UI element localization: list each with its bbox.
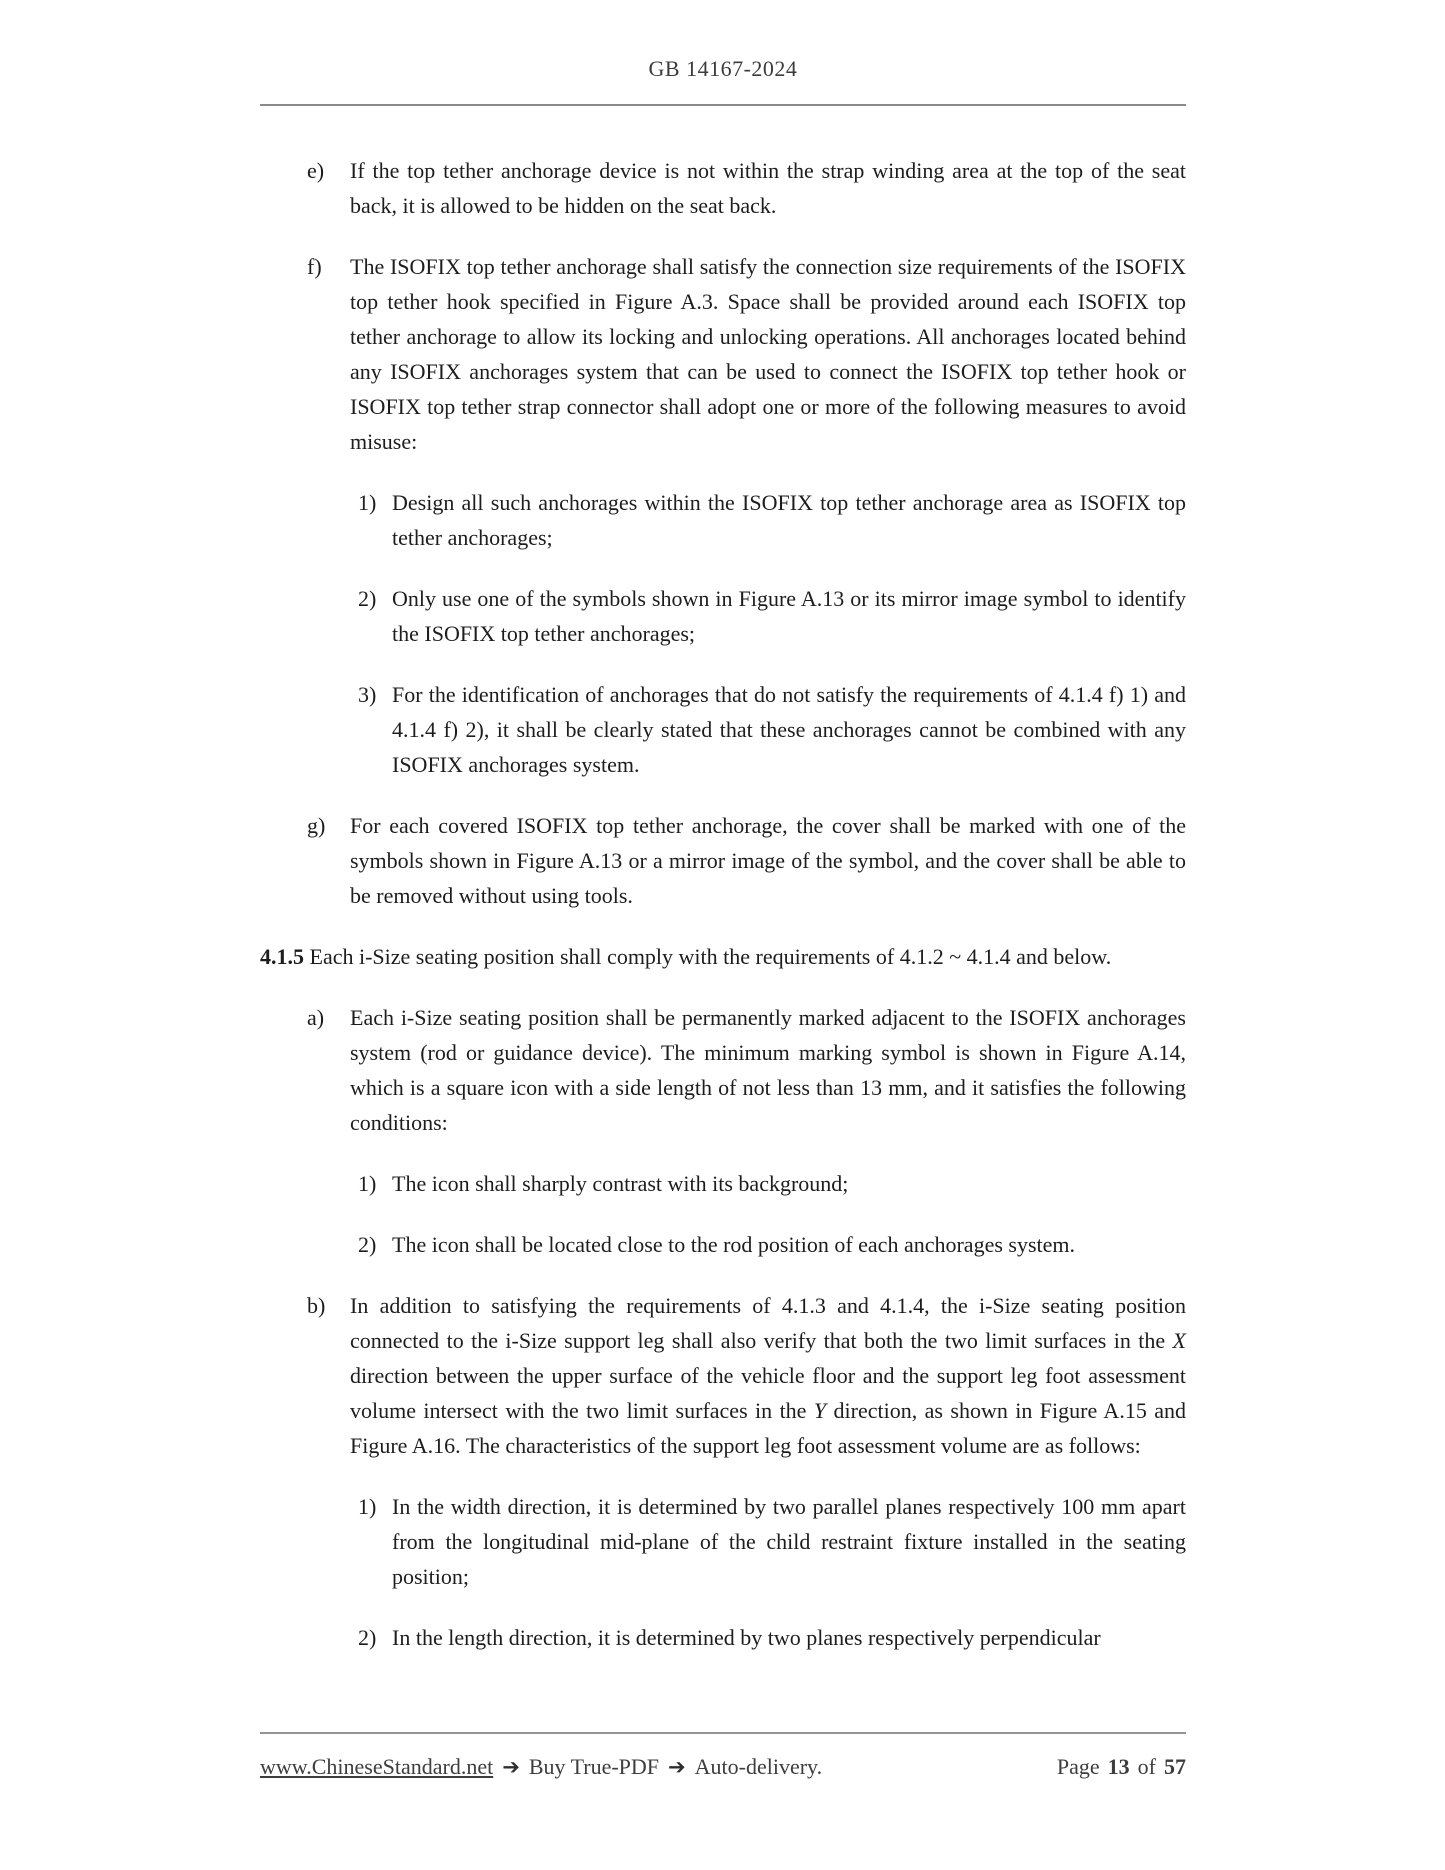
list-item-text: In the width direction, it is determined by two parallel planes respectively 100 mm apart from the longitudinal mid-plane of the child restraint fixture installed in the seating position;	[392, 1494, 1186, 1589]
list-item-f3	[260, 677, 1186, 782]
list-item-f2	[260, 581, 1186, 651]
list-item-text: For each covered ISOFIX top tether anchorage, the cover shall be marked with one of the symbols shown in Figure A.13 or a mirror image of the symbol, and the cover shall be able to be removed without using tools.	[350, 813, 1186, 908]
footer-source-line	[260, 1752, 822, 1782]
footer	[260, 1752, 1186, 1782]
list-item-label: f)	[307, 254, 322, 279]
list-item-label: 1)	[358, 490, 377, 515]
footer-buy-text: Buy True-PDF	[528, 1754, 660, 1779]
list-item-f	[260, 249, 1186, 459]
list-item-a1	[260, 1166, 1186, 1201]
page-total: 57	[1164, 1754, 1186, 1779]
of-word: of	[1137, 1754, 1156, 1779]
list-item-b	[260, 1288, 1186, 1463]
italic-x-variable: X	[1172, 1328, 1186, 1353]
list-item-b1	[260, 1489, 1186, 1594]
list-item-label: b)	[307, 1293, 326, 1318]
list-item-a2	[260, 1227, 1186, 1262]
list-item-a	[260, 1000, 1186, 1140]
arrow-icon: ➔	[502, 1755, 520, 1779]
footer-page-indicator	[1057, 1752, 1186, 1782]
list-item-text: Each i-Size seating position shall be permanently marked adjacent to the ISOFIX anchorages system (rod or guidance device). The minimum marking symbol is shown in Figure A.14, which is a square icon with a side length of not less than 13 mm, and it satisfies the following conditions:	[350, 1005, 1186, 1135]
footer-rule	[260, 1732, 1186, 1734]
page-number: 13	[1107, 1754, 1130, 1779]
list-item-text: If the top tether anchorage device is not within the strap winding area at the top of the seat back, it is allowed to be hidden on the seat back.	[350, 158, 1186, 218]
page-word: Page	[1056, 1754, 1100, 1779]
list-item-text: Design all such anchorages within the ISOFIX top tether anchorage area as ISOFIX top tether anchorages;	[392, 490, 1186, 550]
list-item-g	[260, 808, 1186, 913]
list-item-text: The icon shall sharply contrast with its background;	[392, 1171, 849, 1196]
text-segment: direction, as shown in Figure A.15 and Figure A.16. The characteristics of the support leg foot assessment volume are as follows:	[350, 1398, 1186, 1458]
list-item-text	[350, 1288, 1186, 1463]
arrow-icon: ➔	[668, 1755, 686, 1779]
section-text: Each i-Size seating position shall comply with the requirements of 4.1.2 ~ 4.1.4 and below.	[304, 944, 1112, 969]
header-doc-number: GB 14167-2024	[648, 56, 798, 81]
list-item-label: 2)	[358, 1232, 377, 1257]
list-item-label: 2)	[358, 586, 377, 611]
list-item-f1	[260, 485, 1186, 555]
text-segment: direction between the upper surface of the vehicle floor and the support leg foot assessment volume intersect with the two limit surfaces in the	[350, 1363, 1186, 1423]
list-item-label: 1)	[358, 1494, 377, 1519]
list-item-text: In the length direction, it is determined by two planes respectively perpendicular	[392, 1625, 1101, 1650]
list-item-label: 1)	[358, 1171, 377, 1196]
list-item-label: e)	[307, 158, 325, 183]
list-item-text: The ISOFIX top tether anchorage shall satisfy the connection size requirements of the ISOFIX top tether hook specified in Figure A.3. Space shall be provided around each ISOFIX top tether anchorage to allow its locking and unlocking operations. All anchorages located behind any ISOFIX anchorages system that can be used to connect the ISOFIX top tether hook or ISOFIX top tether strap connector shall adopt one or more of the following measures to avoid misuse:	[350, 254, 1186, 454]
footer-delivery-text: Auto-delivery.	[694, 1754, 823, 1779]
section-4-1-5	[260, 939, 1186, 974]
text-segment: In addition to satisfying the requirements of 4.1.3 and 4.1.4, the i-Size seating position connected to the i-Size support leg shall also verify that both the two limit surfaces in the	[350, 1293, 1186, 1353]
list-item-label: 3)	[358, 682, 377, 707]
list-item-label: g)	[307, 813, 326, 838]
list-item-e	[260, 153, 1186, 223]
list-item-b2	[260, 1620, 1186, 1655]
document-body	[260, 153, 1186, 1681]
italic-y-variable: Y	[813, 1398, 827, 1423]
list-item-label: 2)	[358, 1625, 377, 1650]
section-number: 4.1.5	[260, 944, 304, 969]
list-item-text: The icon shall be located close to the rod position of each anchorages system.	[392, 1232, 1076, 1257]
list-item-label: a)	[307, 1005, 325, 1030]
footer-website-link[interactable]: www.ChineseStandard.net	[260, 1754, 494, 1779]
list-item-text: Only use one of the symbols shown in Figure A.13 or its mirror image symbol to identify the ISOFIX top tether anchorages;	[392, 586, 1186, 646]
list-item-text: For the identification of anchorages that do not satisfy the requirements of 4.1.4 f) 1) and 4.1.4 f) 2), it shall be clearly stated that these anchorages cannot be combined with any ISOFIX anchorages system.	[392, 682, 1186, 777]
header-rule	[260, 104, 1186, 106]
